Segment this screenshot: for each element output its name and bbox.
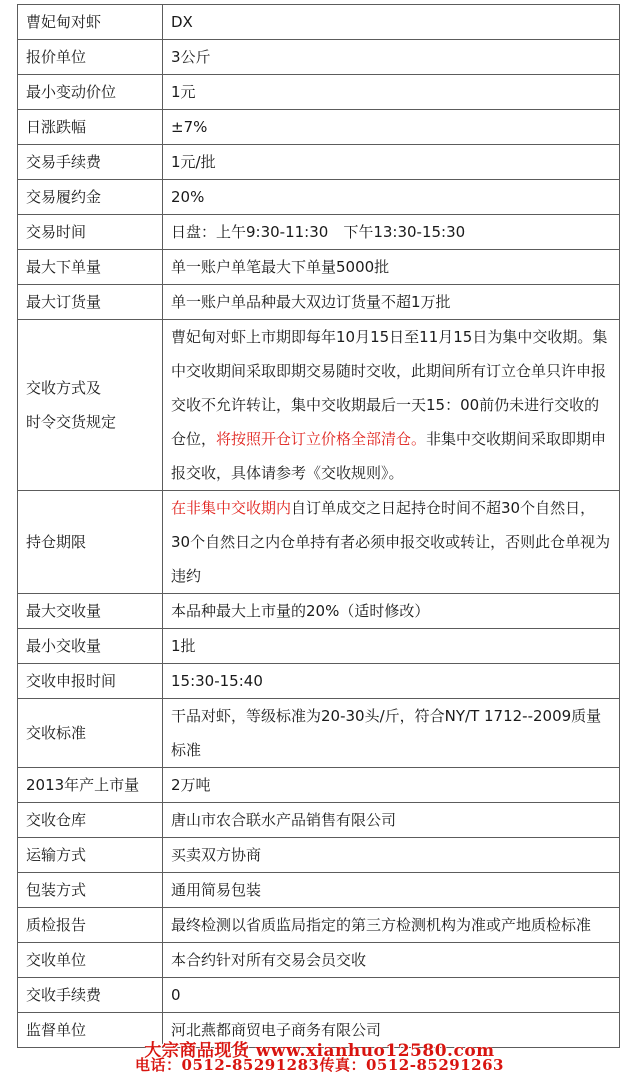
row-value: 2万吨 [163, 768, 620, 803]
row-value: 0 [163, 978, 620, 1013]
row-label: 监督单位 [18, 1013, 163, 1048]
delivery-rule-text-end: 非集中交收期间采取即期申报交收，具体请参考《交收规则》。 [171, 430, 607, 482]
row-value: 1批 [163, 629, 620, 664]
row-value [163, 320, 620, 491]
table-row [18, 699, 620, 768]
row-value: 日盘：上午9:30-11:30 下午13:30-15:30 [163, 215, 620, 250]
row-value: 20% [163, 180, 620, 215]
delivery-rule-highlight: 将按照开仓订立价格全部清仓。 [216, 430, 427, 448]
table-row [18, 250, 620, 285]
table-row [18, 664, 620, 699]
table-row [18, 838, 620, 873]
row-label: 2013年产上市量 [18, 768, 163, 803]
table-row [18, 943, 620, 978]
table-row [18, 40, 620, 75]
table-row [18, 75, 620, 110]
table-row [18, 908, 620, 943]
row-value: 1元/批 [163, 145, 620, 180]
row-value: 通用简易包装 [163, 873, 620, 908]
row-label-line: 交收方式及 [26, 379, 102, 397]
row-value: 本品种最大上市量的20%（适时修改） [163, 594, 620, 629]
row-label: 交易时间 [18, 215, 163, 250]
row-label: 日涨跌幅 [18, 110, 163, 145]
row-label: 最大交收量 [18, 594, 163, 629]
table-row [18, 180, 620, 215]
table-row [18, 803, 620, 838]
table-row [18, 491, 620, 594]
table-row [18, 145, 620, 180]
table-row [18, 873, 620, 908]
table-row [18, 320, 620, 491]
row-value: 本合约针对所有交易会员交收 [163, 943, 620, 978]
row-value: 唐山市农合联水产品销售有限公司 [163, 803, 620, 838]
row-label: 交收仓库 [18, 803, 163, 838]
row-label: 交易履约金 [18, 180, 163, 215]
row-label: 最大下单量 [18, 250, 163, 285]
table-row [18, 768, 620, 803]
row-value: 单一账户单品种最大双边订货量不超1万批 [163, 285, 620, 320]
row-label [18, 320, 163, 491]
row-label: 包装方式 [18, 873, 163, 908]
row-value: 3公斤 [163, 40, 620, 75]
row-value: 1元 [163, 75, 620, 110]
table-row [18, 594, 620, 629]
row-value: 买卖双方协商 [163, 838, 620, 873]
watermark-contact: 电话：0512-85291283传真：0512-85291263 [135, 1056, 504, 1074]
row-value: 干品对虾，等级标准为20-30头/斤，符合NY/T 1712--2009质量标准 [163, 699, 620, 768]
table-row [18, 110, 620, 145]
row-value: 单一账户单笔最大下单量5000批 [163, 250, 620, 285]
watermark-website: 大宗商品现货 www.xianhuo12580.com [144, 1041, 495, 1061]
row-value: 河北燕都商贸电子商务有限公司 [163, 1013, 620, 1048]
row-value: 最终检测以省质监局指定的第三方检测机构为准或产地质检标准 [163, 908, 620, 943]
row-value: 15:30-15:40 [163, 664, 620, 699]
holding-period-highlight: 在非集中交收期内 [171, 499, 292, 517]
row-label: 交收单位 [18, 943, 163, 978]
table-row [18, 978, 620, 1013]
row-label: 最小变动价位 [18, 75, 163, 110]
table-row [18, 215, 620, 250]
row-label: 运输方式 [18, 838, 163, 873]
row-label: 报价单位 [18, 40, 163, 75]
contract-spec-table [17, 4, 620, 1048]
row-label: 质检报告 [18, 908, 163, 943]
row-label: 交收标准 [18, 699, 163, 768]
row-label: 曹妃甸对虾 [18, 5, 163, 40]
row-label: 交易手续费 [18, 145, 163, 180]
table-row [18, 5, 620, 40]
row-value: DX [163, 5, 620, 40]
row-label: 持仓期限 [18, 491, 163, 594]
row-value: ±7% [163, 110, 620, 145]
holding-period-text: 自订单成交之日起持仓时间不超30个自然日，30个自然日之内仓单持有者必须申报交收或转让，否则此仓单视为违约 [171, 499, 611, 585]
row-value [163, 491, 620, 594]
row-label: 最大订货量 [18, 285, 163, 320]
table-row [18, 285, 620, 320]
table-row [18, 629, 620, 664]
row-label: 交收手续费 [18, 978, 163, 1013]
row-label: 最小交收量 [18, 629, 163, 664]
delivery-rule-text: 曹妃甸对虾上市期即每年10月15日至11月15日为集中交收期。集中交收期间采取即期交易随时交收，此期间所有订立仓单只许申报交收不允许转让，集中交收期最后一天15：00前仍未进行交收的仓位， [171, 328, 608, 448]
row-label-line: 时令交货规定 [26, 413, 117, 431]
row-label: 交收申报时间 [18, 664, 163, 699]
